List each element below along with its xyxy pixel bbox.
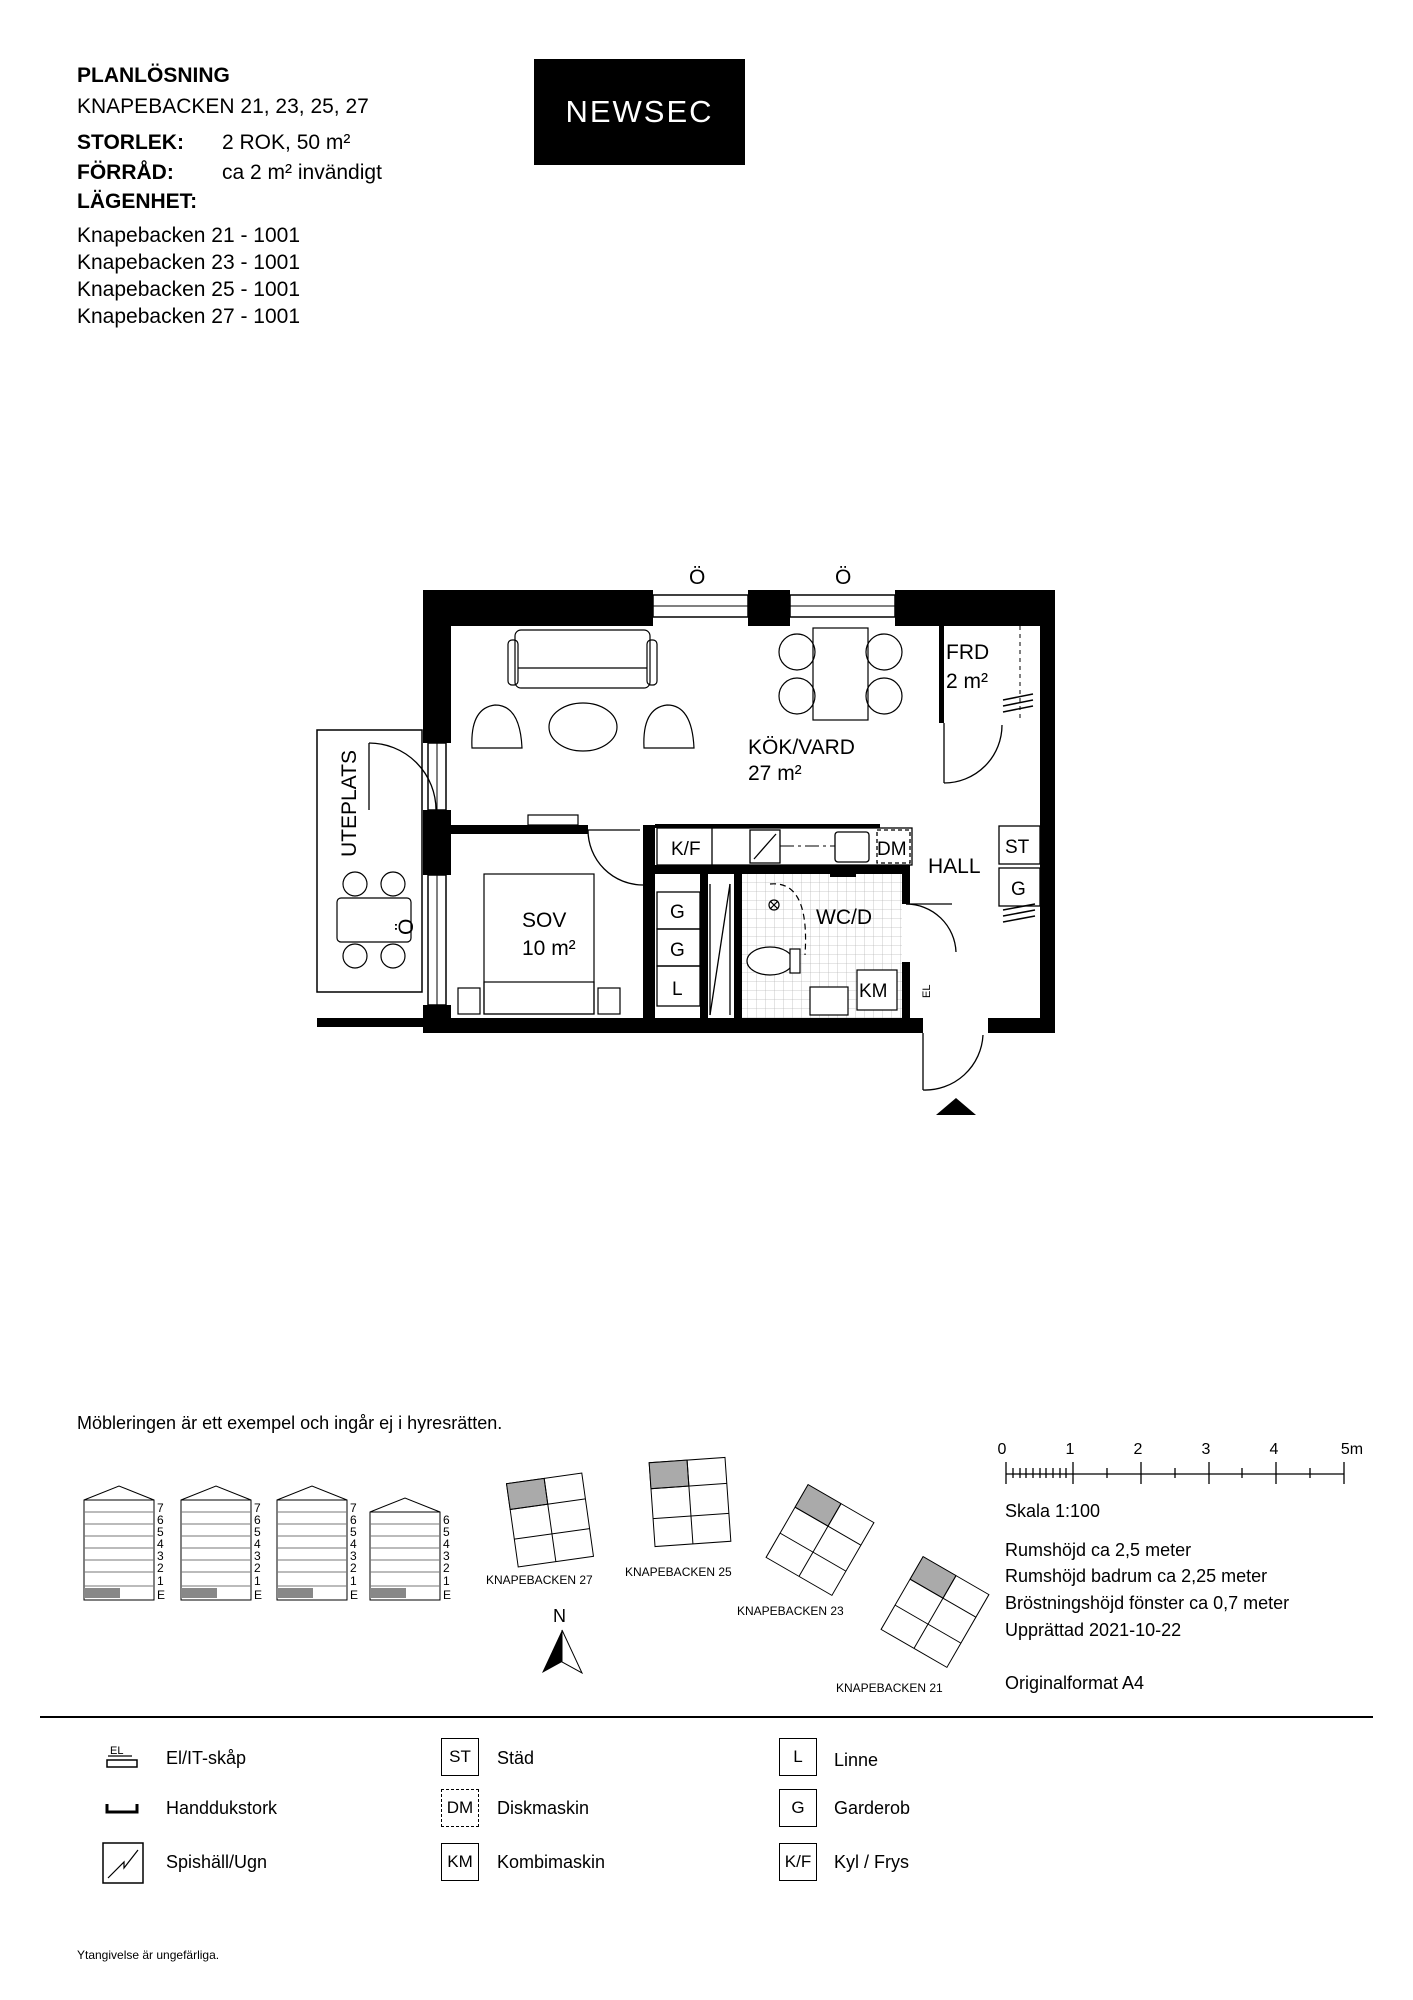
legend-dm: Diskmaskin [497, 1798, 590, 1818]
svg-text:5: 5 [157, 1525, 164, 1539]
svg-text:3: 3 [157, 1549, 164, 1563]
room-sov-name: SOV [522, 909, 567, 932]
svg-text:7: 7 [254, 1501, 261, 1515]
code-g: G [1011, 879, 1026, 900]
floor-numbers [157, 1501, 451, 1602]
svg-text:6: 6 [350, 1513, 357, 1527]
scale-label: Skala 1:100 [1005, 1501, 1101, 1521]
svg-text:EL: EL [110, 1745, 124, 1757]
svg-text:7: 7 [157, 1501, 164, 1515]
legend-towel: Handdukstork [166, 1798, 278, 1818]
size-value: 2 ROK, 50 m² [222, 131, 351, 154]
svg-text:3: 3 [254, 1549, 261, 1563]
legend-l: Linne [834, 1750, 879, 1770]
address: KNAPEBACKEN 21, 23, 25, 27 [77, 95, 369, 118]
window-mark: Ö [835, 566, 852, 589]
apartment-item: Knapebacken 23 - 1001 [77, 251, 301, 274]
svg-text:4: 4 [1269, 1441, 1279, 1458]
entrance-arrow-icon [936, 1098, 976, 1115]
apartment-label: LÄGENHET: [77, 190, 198, 213]
apartment-item: Knapebacken 25 - 1001 [77, 278, 301, 301]
legend-dm-box: DM [441, 1789, 479, 1827]
towel-rail-icon [830, 874, 856, 877]
apartment-item: Knapebacken 27 - 1001 [77, 305, 301, 328]
svg-text:6: 6 [157, 1513, 164, 1527]
svg-text:2: 2 [350, 1561, 357, 1575]
svg-text:4: 4 [350, 1537, 357, 1551]
svg-text:1: 1 [254, 1574, 261, 1588]
size-label: STORLEK: [77, 131, 184, 154]
site-labels [486, 1565, 943, 1695]
svg-text:1: 1 [350, 1574, 357, 1588]
svg-text:6: 6 [443, 1513, 450, 1527]
room-frd-area: 2 m² [946, 670, 988, 693]
doors [369, 723, 1002, 1090]
svg-text:5: 5 [254, 1525, 261, 1539]
stove-icon [102, 1842, 144, 1884]
room-hall-name: HALL [928, 855, 981, 878]
svg-text:5: 5 [350, 1525, 357, 1539]
svg-text:1: 1 [157, 1574, 164, 1588]
legend-st-box: ST [441, 1738, 479, 1776]
code-g: G [670, 940, 685, 961]
svg-text:KNAPEBACKEN 23: KNAPEBACKEN 23 [737, 1604, 844, 1618]
apartment-item: Knapebacken 21 - 1001 [77, 224, 301, 247]
storage-shelves [1003, 626, 1035, 922]
svg-text:KNAPEBACKEN 27: KNAPEBACKEN 27 [486, 1573, 593, 1587]
legend-el: El/IT-skåp [166, 1748, 247, 1768]
code-dm: DM [877, 839, 907, 860]
code-g: G [670, 902, 685, 923]
svg-text:2: 2 [443, 1561, 450, 1575]
north-arrow-icon [542, 1606, 582, 1673]
svg-text:N: N [553, 1606, 566, 1626]
legend-kf-box: K/F [779, 1843, 817, 1881]
el-cabinet-icon [104, 1742, 140, 1772]
legend-km: Kombimaskin [497, 1852, 606, 1872]
code-l: L [672, 979, 683, 1000]
svg-text:1: 1 [443, 1574, 450, 1588]
scale-bar [990, 1432, 1380, 1492]
living-furniture [472, 628, 902, 825]
room-sov-area: 10 m² [522, 937, 576, 960]
legend-km-box: KM [441, 1843, 479, 1881]
svg-text:2: 2 [157, 1561, 164, 1575]
info-window-height: Bröstningshöjd fönster ca 0,7 meter [1005, 1593, 1290, 1613]
code-km: KM [859, 981, 888, 1002]
original-format: Originalformat A4 [1005, 1673, 1145, 1693]
svg-text:3: 3 [443, 1549, 450, 1563]
site-blocks [507, 1457, 989, 1667]
window-mark: Ö [395, 918, 418, 935]
svg-text:E: E [443, 1588, 452, 1602]
furniture-note: Möbleringen är ett exempel och ingår ej i hyresrätten. [77, 1413, 503, 1433]
window-mark: Ö [689, 566, 706, 589]
svg-text:5: 5 [443, 1525, 450, 1539]
legend-st: Städ [497, 1748, 535, 1768]
room-kok-name: KÖK/VARD [748, 736, 855, 759]
svg-text:3: 3 [1201, 1441, 1211, 1458]
info-height: Rumshöjd ca 2,5 meter [1005, 1540, 1192, 1560]
svg-text:E: E [254, 1588, 263, 1602]
info-date: Upprättad 2021-10-22 [1005, 1620, 1182, 1640]
info-bath-height: Rumshöjd badrum ca 2,25 meter [1005, 1566, 1268, 1586]
svg-text:3: 3 [350, 1549, 357, 1563]
svg-text:4: 4 [254, 1537, 261, 1551]
code-el: EL [921, 984, 933, 998]
storage-value: ca 2 m² invändigt [222, 161, 382, 184]
svg-text:5m: 5m [1340, 1441, 1364, 1458]
room-kok-area: 27 m² [748, 762, 802, 785]
code-st: ST [1005, 837, 1030, 858]
divider [40, 1716, 1373, 1718]
legend-g-box: G [779, 1789, 817, 1827]
svg-text:0: 0 [997, 1441, 1007, 1458]
svg-text:1: 1 [1065, 1441, 1075, 1458]
newsec-logo: NEWSEC [534, 59, 745, 165]
room-uteplats-name: UTEPLATS [338, 750, 361, 857]
room-frd-name: FRD [946, 641, 990, 664]
approximate-note: Ytangivelse är ungefärliga. [77, 1948, 220, 1962]
svg-text:E: E [157, 1588, 166, 1602]
legend-stove: Spishäll/Ugn [166, 1852, 268, 1872]
svg-text:E: E [350, 1588, 359, 1602]
svg-text:6: 6 [254, 1513, 261, 1527]
legend-kf: Kyl / Frys [834, 1852, 909, 1872]
plan-title: PLANLÖSNING [77, 64, 230, 87]
towel-rail-icon [104, 1800, 140, 1816]
svg-text:KNAPEBACKEN 25: KNAPEBACKEN 25 [625, 1565, 732, 1579]
storage-label: FÖRRÅD: [77, 161, 174, 184]
svg-text:4: 4 [157, 1537, 164, 1551]
room-wc-name: WC/D [816, 906, 872, 929]
code-kf: K/F [671, 839, 701, 860]
svg-text:2: 2 [254, 1561, 261, 1575]
svg-text:2: 2 [1133, 1441, 1143, 1458]
svg-text:7: 7 [350, 1501, 357, 1515]
svg-text:KNAPEBACKEN 21: KNAPEBACKEN 21 [836, 1681, 943, 1695]
building-elevations [84, 1486, 440, 1600]
legend-g: Garderob [834, 1798, 911, 1818]
svg-text:4: 4 [443, 1537, 450, 1551]
legend-l-box: L [779, 1738, 817, 1776]
